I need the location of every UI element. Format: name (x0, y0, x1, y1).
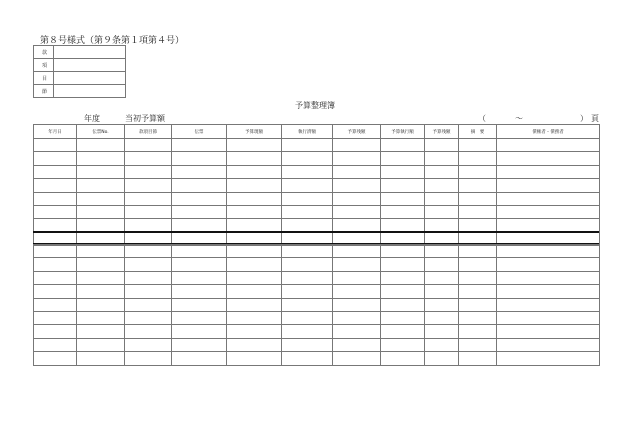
table-cell[interactable] (227, 139, 282, 152)
table-cell[interactable] (172, 165, 227, 178)
table-cell[interactable] (77, 352, 125, 365)
form-number-title: 第８号様式（第９条第１項第４号） (40, 36, 185, 46)
table-cell[interactable] (227, 285, 282, 298)
table-cell[interactable] (459, 298, 497, 311)
table-cell[interactable] (425, 271, 459, 284)
ledger-table-top (33, 124, 600, 246)
table-cell[interactable] (227, 258, 282, 271)
table-cell[interactable] (77, 258, 125, 271)
table-cell[interactable] (227, 311, 282, 324)
table-cell[interactable] (125, 338, 172, 351)
table-cell[interactable] (34, 311, 77, 324)
table-cell[interactable] (381, 192, 425, 205)
table-cell[interactable] (459, 338, 497, 351)
table-cell[interactable] (459, 352, 497, 365)
table-cell[interactable] (172, 179, 227, 192)
table-cell[interactable] (333, 311, 381, 324)
table-cell[interactable] (125, 285, 172, 298)
table-cell[interactable] (34, 298, 77, 311)
table-cell[interactable] (459, 205, 497, 218)
ledger-header-row (34, 125, 600, 139)
table-cell[interactable] (497, 285, 600, 298)
table-cell[interactable] (172, 311, 227, 324)
table-cell[interactable] (227, 192, 282, 205)
table-cell[interactable] (172, 245, 227, 258)
table-cell[interactable] (282, 152, 333, 165)
table-row (34, 179, 600, 192)
classification-label: 款 (34, 46, 54, 59)
table-row (34, 192, 600, 205)
table-cell[interactable] (34, 205, 77, 218)
classification-value[interactable] (54, 46, 126, 59)
table-cell[interactable] (459, 139, 497, 152)
ledger-body-top (34, 139, 600, 246)
table-cell[interactable] (77, 192, 125, 205)
table-cell[interactable] (497, 152, 600, 165)
table-cell[interactable] (459, 179, 497, 192)
table-cell[interactable] (333, 165, 381, 178)
table-cell[interactable] (282, 139, 333, 152)
table-cell[interactable] (227, 205, 282, 218)
column-header: 債権者・債務者 (497, 125, 600, 139)
table-cell[interactable] (425, 139, 459, 152)
table-cell[interactable] (425, 205, 459, 218)
table-cell[interactable] (333, 258, 381, 271)
table-cell[interactable] (282, 338, 333, 351)
table-cell[interactable] (459, 311, 497, 324)
table-cell[interactable] (34, 338, 77, 351)
table-row (34, 152, 600, 165)
table-cell[interactable] (34, 352, 77, 365)
table-row (34, 338, 600, 351)
table-cell[interactable] (227, 338, 282, 351)
table-cell[interactable] (381, 179, 425, 192)
table-cell[interactable] (425, 311, 459, 324)
table-cell[interactable] (172, 258, 227, 271)
table-cell[interactable] (333, 285, 381, 298)
column-header: 款項目節 (125, 125, 172, 139)
table-cell[interactable] (459, 325, 497, 338)
ledger-body-bottom (34, 245, 600, 366)
table-cell[interactable] (34, 271, 77, 284)
table-cell[interactable] (381, 205, 425, 218)
table-cell[interactable] (34, 165, 77, 178)
classification-label: 節 (34, 85, 54, 98)
table-cell[interactable] (381, 245, 425, 258)
table-cell[interactable] (497, 311, 600, 324)
table-cell[interactable] (459, 245, 497, 258)
column-header: 伝票 (172, 125, 227, 139)
table-cell[interactable] (227, 165, 282, 178)
table-cell[interactable] (172, 325, 227, 338)
table-cell[interactable] (77, 338, 125, 351)
page-label: 頁 (591, 114, 599, 123)
table-cell[interactable] (282, 271, 333, 284)
table-row (34, 139, 600, 152)
table-cell[interactable] (172, 192, 227, 205)
table-cell[interactable] (425, 338, 459, 351)
table-cell[interactable] (125, 165, 172, 178)
table-cell[interactable] (34, 152, 77, 165)
table-cell[interactable] (282, 165, 333, 178)
table-cell[interactable] (77, 139, 125, 152)
fiscal-year-label: 年度 (84, 114, 100, 123)
table-cell[interactable] (425, 245, 459, 258)
column-header: 予算現額 (227, 125, 282, 139)
table-cell[interactable] (459, 192, 497, 205)
table-cell[interactable] (227, 245, 282, 258)
column-header: 予算執行額 (381, 125, 425, 139)
table-cell[interactable] (459, 285, 497, 298)
table-cell[interactable] (34, 325, 77, 338)
table-cell[interactable] (425, 325, 459, 338)
table-cell[interactable] (77, 271, 125, 284)
table-cell[interactable] (227, 352, 282, 365)
table-row (34, 285, 600, 298)
table-cell[interactable] (77, 325, 125, 338)
section-divider (33, 231, 599, 233)
classification-row (34, 46, 126, 59)
table-cell[interactable] (381, 139, 425, 152)
table-cell[interactable] (381, 325, 425, 338)
table-cell[interactable] (381, 152, 425, 165)
table-cell[interactable] (497, 165, 600, 178)
table-cell[interactable] (125, 298, 172, 311)
column-header: 執行済額 (282, 125, 333, 139)
table-cell[interactable] (497, 352, 600, 365)
table-cell[interactable] (227, 152, 282, 165)
page-range-tilde: ～ (515, 114, 523, 123)
column-header: 予算残額 (425, 125, 459, 139)
table-cell[interactable] (125, 325, 172, 338)
table-cell[interactable] (381, 311, 425, 324)
table-cell[interactable] (282, 325, 333, 338)
table-cell[interactable] (172, 338, 227, 351)
classification-row (34, 85, 126, 98)
table-cell[interactable] (459, 258, 497, 271)
table-cell[interactable] (282, 192, 333, 205)
initial-budget-label: 当初予算額 (125, 114, 165, 123)
table-cell[interactable] (497, 192, 600, 205)
table-cell[interactable] (172, 152, 227, 165)
table-cell[interactable] (333, 298, 381, 311)
table-cell[interactable] (125, 271, 172, 284)
column-header: 伝票No. (77, 125, 125, 139)
table-cell[interactable] (425, 192, 459, 205)
table-cell[interactable] (77, 311, 125, 324)
table-cell[interactable] (227, 179, 282, 192)
table-cell[interactable] (125, 311, 172, 324)
table-row (34, 298, 600, 311)
table-row (34, 205, 600, 218)
table-cell[interactable] (34, 258, 77, 271)
table-cell[interactable] (333, 139, 381, 152)
table-cell[interactable] (381, 298, 425, 311)
table-row (34, 245, 600, 258)
table-cell[interactable] (425, 179, 459, 192)
table-cell[interactable] (34, 285, 77, 298)
table-cell[interactable] (333, 325, 381, 338)
table-cell[interactable] (282, 298, 333, 311)
table-cell[interactable] (282, 205, 333, 218)
classification-row (34, 59, 126, 72)
table-cell[interactable] (282, 311, 333, 324)
table-cell[interactable] (333, 352, 381, 365)
table-cell[interactable] (497, 338, 600, 351)
table-cell[interactable] (497, 139, 600, 152)
table-cell[interactable] (381, 285, 425, 298)
table-cell[interactable] (333, 192, 381, 205)
table-cell[interactable] (125, 205, 172, 218)
table-cell[interactable] (77, 298, 125, 311)
table-cell[interactable] (497, 271, 600, 284)
table-cell[interactable] (227, 271, 282, 284)
classification-row (34, 72, 126, 85)
table-cell[interactable] (172, 271, 227, 284)
table-cell[interactable] (125, 352, 172, 365)
table-cell[interactable] (227, 298, 282, 311)
table-cell[interactable] (333, 152, 381, 165)
classification-value[interactable] (54, 59, 126, 72)
table-cell[interactable] (227, 325, 282, 338)
table-cell[interactable] (172, 139, 227, 152)
table-row (34, 271, 600, 284)
table-cell[interactable] (425, 165, 459, 178)
table-cell[interactable] (34, 192, 77, 205)
table-row (34, 325, 600, 338)
table-cell[interactable] (282, 245, 333, 258)
table-cell[interactable] (381, 258, 425, 271)
table-cell[interactable] (333, 271, 381, 284)
table-cell[interactable] (425, 285, 459, 298)
table-cell[interactable] (77, 205, 125, 218)
classification-label: 項 (34, 59, 54, 72)
table-cell[interactable] (425, 298, 459, 311)
page-range-open-paren: （ (478, 114, 486, 123)
table-cell[interactable] (125, 192, 172, 205)
ledger-table-bottom (33, 244, 600, 366)
table-row (34, 258, 600, 271)
table-cell[interactable] (282, 285, 333, 298)
table-cell[interactable] (497, 245, 600, 258)
table-cell[interactable] (381, 271, 425, 284)
table-cell[interactable] (333, 245, 381, 258)
table-cell[interactable] (172, 285, 227, 298)
table-cell[interactable] (125, 179, 172, 192)
classification-value[interactable] (54, 72, 126, 85)
table-cell[interactable] (459, 271, 497, 284)
table-cell[interactable] (282, 352, 333, 365)
table-cell[interactable] (172, 205, 227, 218)
table-cell[interactable] (381, 352, 425, 365)
column-header: 摘 要 (459, 125, 497, 139)
table-row (34, 352, 600, 365)
table-row (34, 165, 600, 178)
table-cell[interactable] (459, 152, 497, 165)
column-header: 予算残額 (333, 125, 381, 139)
table-cell[interactable] (381, 338, 425, 351)
table-cell[interactable] (333, 179, 381, 192)
classification-value[interactable] (54, 85, 126, 98)
table-cell[interactable] (425, 352, 459, 365)
classification-label: 目 (34, 72, 54, 85)
table-cell[interactable] (333, 205, 381, 218)
page-range-close-paren: ） (580, 114, 588, 123)
table-cell[interactable] (77, 152, 125, 165)
table-cell[interactable] (77, 165, 125, 178)
table-cell[interactable] (497, 205, 600, 218)
table-cell[interactable] (172, 352, 227, 365)
table-cell[interactable] (34, 179, 77, 192)
table-cell[interactable] (497, 298, 600, 311)
document-title: 予算整理簿 (295, 101, 335, 110)
classification-table (33, 45, 126, 98)
table-cell[interactable] (172, 298, 227, 311)
table-cell[interactable] (34, 139, 77, 152)
table-cell[interactable] (125, 152, 172, 165)
table-cell[interactable] (125, 245, 172, 258)
table-cell[interactable] (34, 245, 77, 258)
table-cell[interactable] (77, 179, 125, 192)
table-cell[interactable] (459, 165, 497, 178)
table-cell[interactable] (282, 179, 333, 192)
table-cell[interactable] (125, 139, 172, 152)
table-cell[interactable] (381, 165, 425, 178)
table-cell[interactable] (77, 285, 125, 298)
table-cell[interactable] (125, 258, 172, 271)
table-cell[interactable] (425, 152, 459, 165)
table-cell[interactable] (497, 325, 600, 338)
column-header: 年月日 (34, 125, 77, 139)
table-cell[interactable] (425, 258, 459, 271)
table-cell[interactable] (333, 338, 381, 351)
table-cell[interactable] (282, 258, 333, 271)
table-cell[interactable] (497, 179, 600, 192)
table-cell[interactable] (77, 245, 125, 258)
table-cell[interactable] (497, 258, 600, 271)
table-row (34, 311, 600, 324)
